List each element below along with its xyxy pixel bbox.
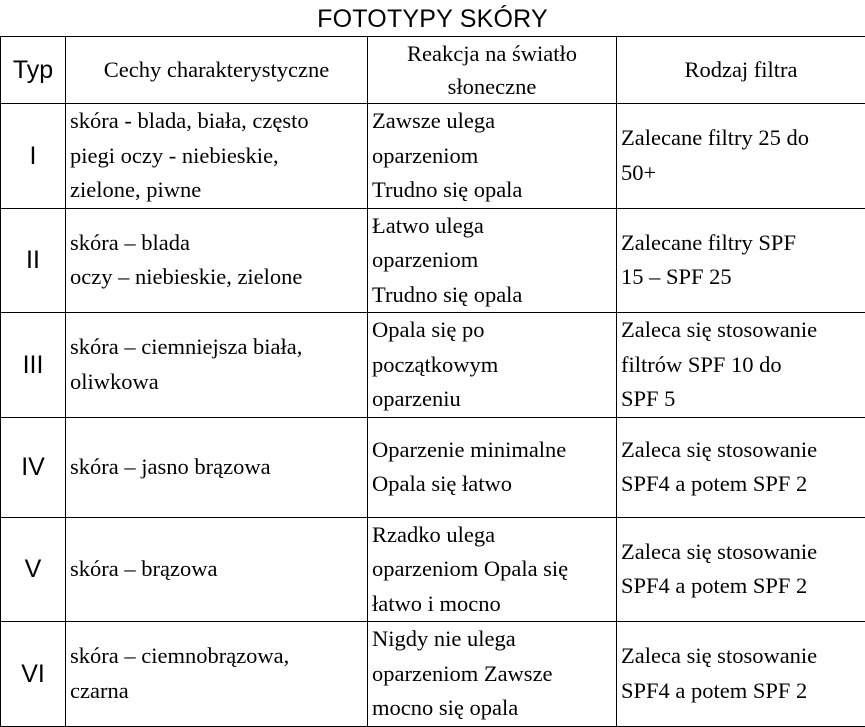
cell-line: Zawsze ulega bbox=[372, 104, 612, 139]
filtr-cell bbox=[617, 517, 865, 622]
header-reakcja-line: słoneczne bbox=[372, 70, 612, 103]
typ-cell: I bbox=[1, 104, 66, 209]
typ-cell: V bbox=[1, 517, 66, 622]
header-typ: Typ bbox=[1, 37, 66, 104]
cell-line: SPF4 a potem SPF 2 bbox=[621, 467, 861, 502]
reakcja-cell bbox=[368, 517, 617, 622]
cell-line: skóra – ciemnobrązowa, bbox=[70, 639, 363, 674]
cell-line: 15 – SPF 25 bbox=[621, 260, 861, 295]
cell-line: Zaleca się stosowanie bbox=[621, 535, 861, 570]
header-row bbox=[1, 37, 865, 104]
reakcja-cell bbox=[368, 622, 617, 727]
cell-line: Łatwo ulega bbox=[372, 209, 612, 244]
cell-line: początkowym bbox=[372, 348, 612, 383]
header-reakcja-line: Reakcja na światło bbox=[372, 37, 612, 70]
cell-line: SPF4 a potem SPF 2 bbox=[621, 569, 861, 604]
table-row bbox=[1, 104, 865, 209]
cell-line: oparzeniom bbox=[372, 243, 612, 278]
cechy-cell bbox=[66, 104, 368, 209]
cell-line: Zaleca się stosowanie bbox=[621, 639, 861, 674]
cell-line: SPF4 a potem SPF 2 bbox=[621, 674, 861, 709]
header-cechy: Cechy charakterystyczne bbox=[66, 37, 368, 104]
cell-line: oparzeniu bbox=[372, 382, 612, 417]
cell-line: Opala się łatwo bbox=[372, 467, 612, 502]
cell-line: SPF 5 bbox=[621, 382, 861, 417]
header-filtr: Rodzaj filtra bbox=[617, 37, 865, 104]
cell-line: czarna bbox=[70, 674, 363, 709]
cell-line: Zalecane filtry 25 do bbox=[621, 121, 861, 156]
reakcja-cell bbox=[368, 104, 617, 209]
table-row bbox=[1, 208, 865, 313]
reakcja-cell bbox=[368, 313, 617, 418]
cell-line: mocno się opala bbox=[372, 691, 612, 726]
filtr-cell bbox=[617, 417, 865, 517]
table-row bbox=[1, 313, 865, 418]
cell-line: oczy – niebieskie, zielone bbox=[70, 260, 363, 295]
header-reakcja bbox=[368, 37, 617, 104]
cell-line: skóra – brązowa bbox=[70, 552, 363, 587]
cell-line: Trudno się opala bbox=[372, 173, 612, 208]
reakcja-cell bbox=[368, 417, 617, 517]
cell-line: Trudno się opala bbox=[372, 278, 612, 313]
cell-line: oparzeniom Zawsze bbox=[372, 657, 612, 692]
filtr-cell bbox=[617, 313, 865, 418]
table-row bbox=[1, 622, 865, 727]
cell-line: Opala się po bbox=[372, 313, 612, 348]
cell-line: Zalecane filtry SPF bbox=[621, 226, 861, 261]
typ-cell: II bbox=[1, 208, 66, 313]
cell-line: oparzeniom Opala się bbox=[372, 552, 612, 587]
cell-line: oliwkowa bbox=[70, 365, 363, 400]
table-row bbox=[1, 417, 865, 517]
cell-line: skóra – jasno brązowa bbox=[70, 450, 363, 485]
cell-line: Rzadko ulega bbox=[372, 518, 612, 553]
cell-line: Oparzenie minimalne bbox=[372, 433, 612, 468]
cell-line: Nigdy nie ulega bbox=[372, 622, 612, 657]
cell-line: skóra – blada bbox=[70, 226, 363, 261]
cell-line: skóra – ciemniejsza biała, bbox=[70, 330, 363, 365]
cell-line: Zaleca się stosowanie bbox=[621, 433, 861, 468]
cell-line: łatwo i mocno bbox=[372, 587, 612, 622]
typ-cell: III bbox=[1, 313, 66, 418]
reakcja-cell bbox=[368, 208, 617, 313]
table-row bbox=[1, 517, 865, 622]
cell-line: 50+ bbox=[621, 156, 861, 191]
cell-line: zielone, piwne bbox=[70, 173, 363, 208]
cechy-cell bbox=[66, 417, 368, 517]
filtr-cell bbox=[617, 622, 865, 727]
cechy-cell bbox=[66, 622, 368, 727]
cechy-cell bbox=[66, 208, 368, 313]
cell-line: skóra - blada, biała, często bbox=[70, 104, 363, 139]
cell-line: filtrów SPF 10 do bbox=[621, 348, 861, 383]
cechy-cell bbox=[66, 313, 368, 418]
table-title: FOTOTYPY SKÓRY bbox=[0, 0, 865, 36]
filtr-cell bbox=[617, 104, 865, 209]
cell-line: Zaleca się stosowanie bbox=[621, 313, 861, 348]
cell-line: oparzeniom bbox=[372, 139, 612, 174]
skin-phototypes-table bbox=[0, 36, 865, 727]
filtr-cell bbox=[617, 208, 865, 313]
typ-cell: VI bbox=[1, 622, 66, 727]
typ-cell: IV bbox=[1, 417, 66, 517]
cechy-cell bbox=[66, 517, 368, 622]
cell-line: piegi oczy - niebieskie, bbox=[70, 139, 363, 174]
